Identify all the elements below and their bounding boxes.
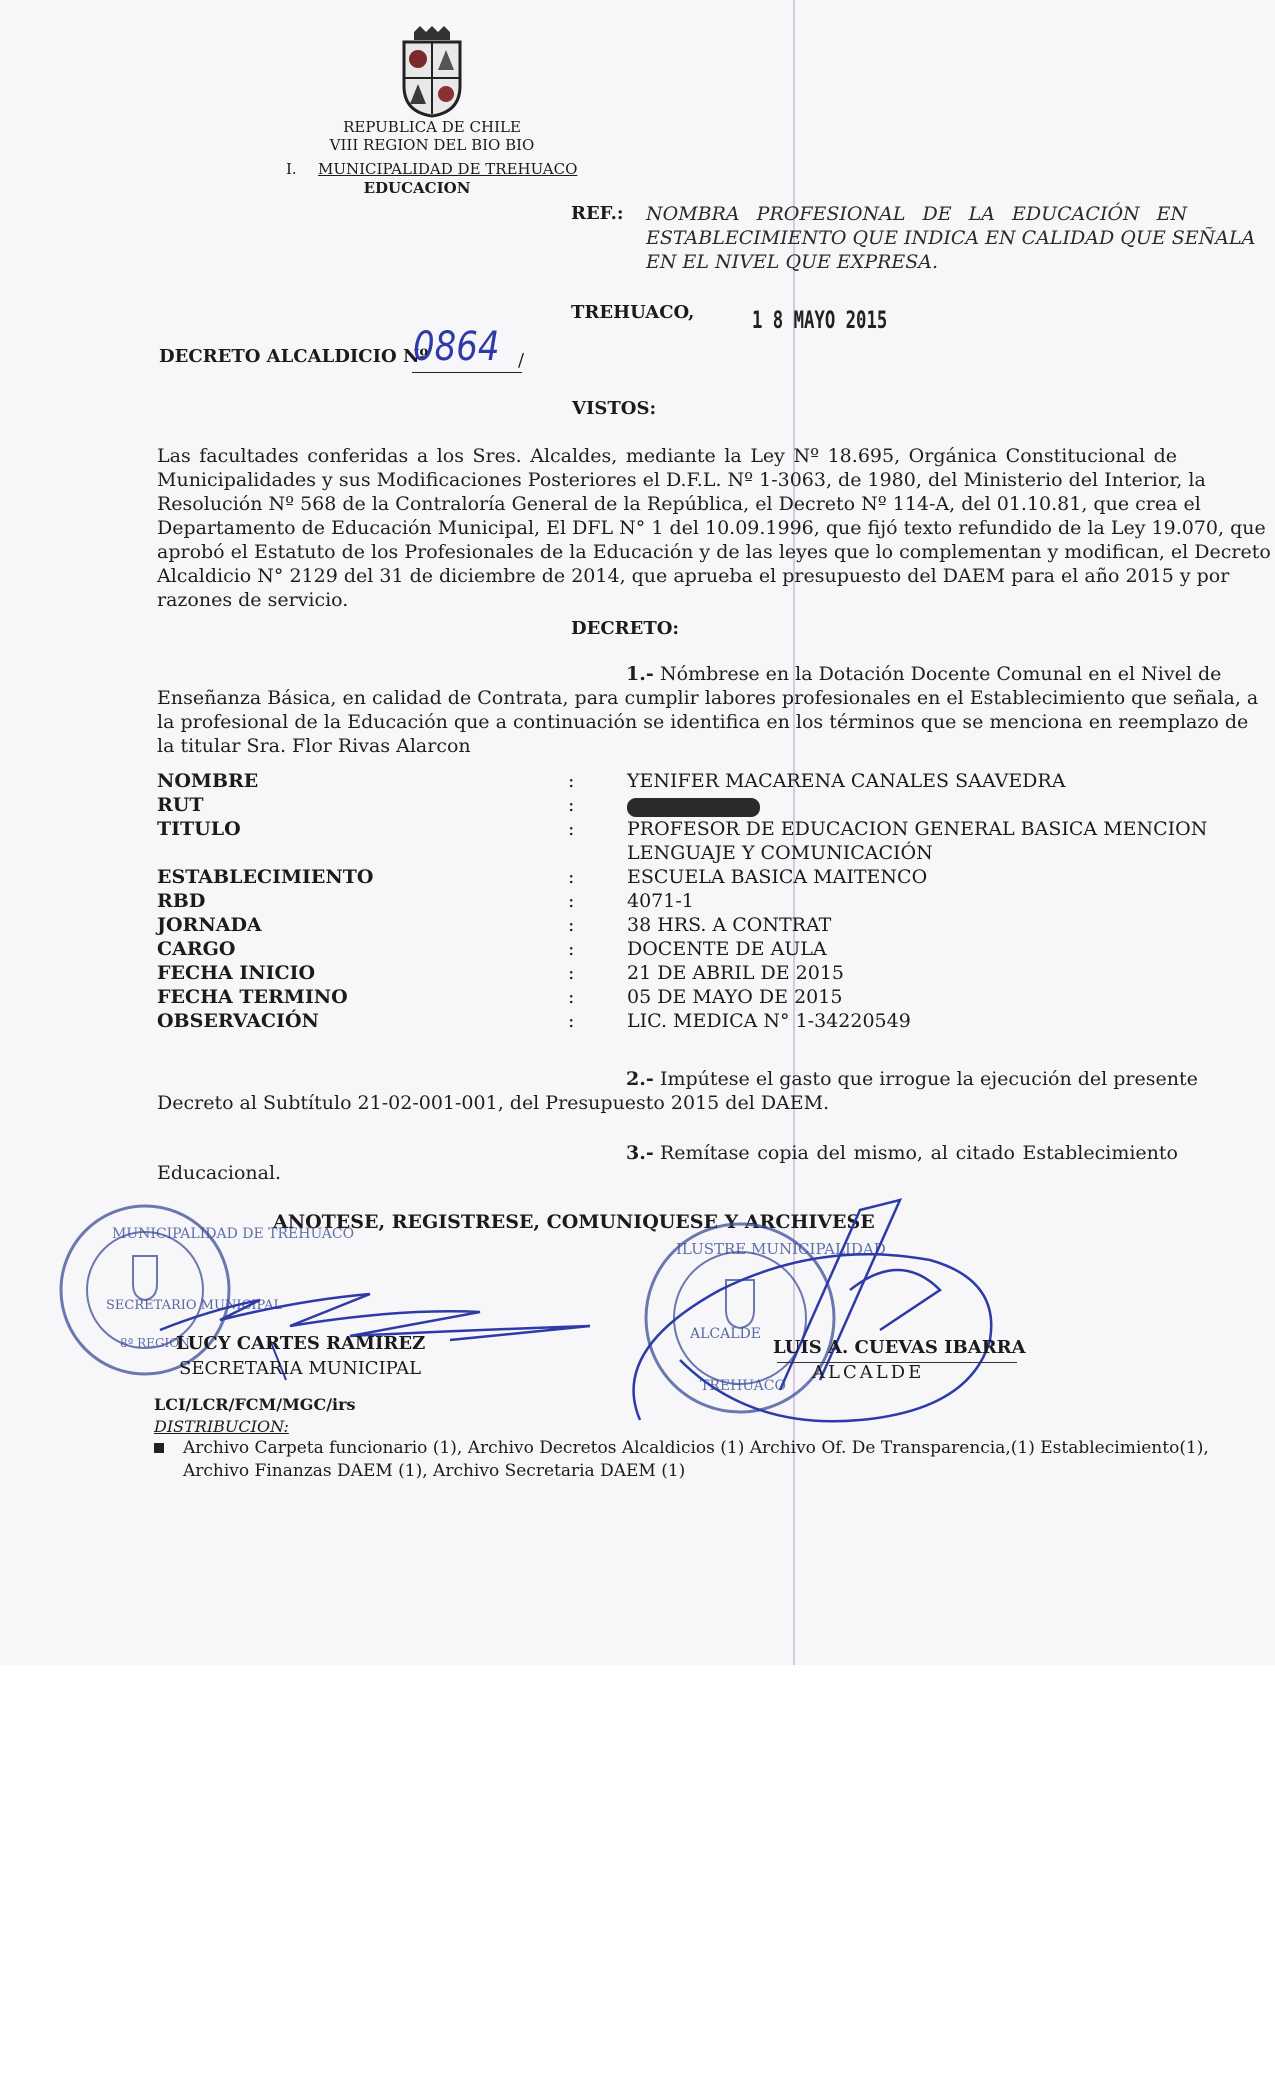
vistos-line: Alcaldicio N° 2129 del 31 de diciembre de 2014, que aprueba el presupuesto del DAEM para el año 2015 y por (157, 565, 1230, 587)
right-stamp-bottom-text: TREHUACO (700, 1378, 786, 1394)
ref-line-2: ESTABLECIMIENTO QUE INDICA EN CALIDAD QUE SEÑALA (646, 227, 1256, 249)
decree-suffix: / (518, 350, 525, 371)
field-colon: : (568, 890, 575, 912)
distribution-line: Archivo Finanzas DAEM (1), Archivo Secretaria DAEM (1) (183, 1461, 686, 1481)
vistos-paragraph (157, 444, 1271, 612)
right-stamp-center-text: ALCALDE (690, 1326, 761, 1342)
field-label: OBSERVACIÓN (157, 1010, 319, 1032)
initials: LCI/LCR/FCM/MGC/irs (154, 1395, 356, 1414)
left-stamp-bottom-text: 8ª REGION (120, 1336, 190, 1350)
ref-line-1: NOMBRA PROFESIONAL DE LA EDUCACIÓN EN (646, 203, 1188, 225)
distribution-heading: DISTRIBUCION: (154, 1417, 289, 1436)
article-2-line: Decreto al Subtítulo 21-02-001-001, del Presupuesto 2015 del DAEM. (157, 1092, 830, 1114)
header-municipality: MUNICIPALIDAD DE TREHUACO (318, 160, 578, 178)
ref-label: REF.: (571, 203, 624, 224)
rut-redaction-mark (627, 798, 760, 817)
field-label: NOMBRE (157, 770, 259, 792)
coat-of-arms-icon (400, 26, 464, 118)
field-value: DOCENTE DE AULA (627, 938, 827, 960)
vistos-line: razones de servicio. (157, 589, 349, 611)
field-colon: : (568, 938, 575, 960)
header-region: VIII REGION DEL BIO BIO (329, 136, 535, 154)
field-label: ESTABLECIMIENTO (157, 866, 374, 888)
field-label: TITULO (157, 818, 241, 840)
article-1-line: Enseñanza Básica, en calidad de Contrata, para cumplir labores profesionales en el Establecimiento que señala, a (157, 687, 1259, 709)
field-value: 38 HRS. A CONTRAT (627, 914, 832, 936)
vistos-line: Las facultades conferidas a los Sres. Alcaldes, mediante la Ley Nº 18.695, Orgánica Constitucional de (157, 445, 1177, 467)
article-1-line: Nómbrese en la Dotación Docente Comunal en el Nivel de (660, 663, 1222, 685)
article-3-line: Educacional. (157, 1162, 282, 1184)
left-stamp-ring-text: MUNICIPALIDAD DE TREHUACO (112, 1226, 355, 1242)
decree-number-underline (412, 372, 522, 373)
vistos-line: Municipalidades y sus Modificaciones Posteriores el D.F.L. Nº 1-3063, de 1980, del Ministerio del Interior, la (157, 469, 1206, 491)
field-value: PROFESOR DE EDUCACION GENERAL BASICA MENCION (627, 818, 1208, 840)
field-colon: : (568, 866, 575, 888)
field-label: JORNADA (157, 914, 262, 936)
distribution-line: Archivo Carpeta funcionario (1), Archivo Decretos Alcaldicios (1) Archivo Of. De Transparencia,(1) Establecimiento(1), (183, 1438, 1209, 1458)
field-label: RBD (157, 890, 206, 912)
field-colon: : (568, 1010, 575, 1032)
header-country: REPUBLICA DE CHILE (343, 118, 521, 136)
article-1-line: la profesional de la Educación que a continuación se identifica en los términos que se menciona en reemplazo de (157, 711, 1249, 733)
ref-line-3: EN EL NIVEL QUE EXPRESA. (646, 251, 939, 273)
field-value: LENGUAJE Y COMUNICACIÓN (627, 842, 933, 864)
field-value: YENIFER MACARENA CANALES SAAVEDRA (627, 770, 1066, 792)
vistos-line: Departamento de Educación Municipal, El DFL N° 1 del 10.09.1996, que fijó texto refundido de la Ley 19.070, que (157, 517, 1266, 539)
vistos-line: Resolución Nº 568 de la Contraloría General de la República, el Decreto Nº 114-A, del 01.10.81, que crea el (157, 493, 1201, 515)
decree-label: DECRETO ALCALDICIO Nº (159, 346, 429, 367)
mayor-signature (600, 1180, 1020, 1450)
vistos-heading: VISTOS: (572, 398, 657, 419)
decree-number-handwritten: 0864 (413, 324, 500, 370)
closing-line: ANOTESE, REGISTRESE, COMUNIQUESE Y ARCHIVESE (273, 1211, 875, 1233)
field-label: RUT (157, 794, 204, 816)
right-stamp-ring-text: ILUSTRE MUNICIPALIDAD (676, 1240, 886, 1258)
date-stamp: 1 8 MAYO 2015 (752, 306, 888, 334)
field-label: FECHA INICIO (157, 962, 316, 984)
article-1-number: 1.- (626, 663, 654, 685)
mayor-title: ALCALDE (812, 1362, 925, 1383)
field-label: CARGO (157, 938, 236, 960)
field-colon: : (568, 914, 575, 936)
article-2-number: 2.- (626, 1068, 654, 1090)
bullet-icon (154, 1443, 164, 1453)
field-colon: : (568, 794, 575, 816)
field-value: 05 DE MAYO DE 2015 (627, 986, 843, 1008)
field-value: 21 DE ABRIL DE 2015 (627, 962, 845, 984)
article-2-line: Impútese el gasto que irrogue la ejecución del presente (660, 1068, 1198, 1090)
field-value: 4071-1 (627, 890, 694, 912)
vistos-line: aprobó el Estatuto de los Profesionales de la Educación y de las leyes que lo complementan y modifican, el Decreto (157, 541, 1271, 563)
field-colon: : (568, 986, 575, 1008)
mayor-name: LUIS A. CUEVAS IBARRA (773, 1337, 1026, 1358)
place-label: TREHUACO, (571, 302, 695, 323)
article-3-number: 3.- (626, 1142, 654, 1164)
field-value: LIC. MEDICA N° 1-34220549 (627, 1010, 911, 1032)
field-colon: : (568, 818, 575, 840)
field-value: ESCUELA BASICA MAITENCO (627, 866, 928, 888)
article-1-line: la titular Sra. Flor Rivas Alarcon (157, 735, 471, 757)
header-department: EDUCACION (363, 179, 471, 197)
field-label: FECHA TERMINO (157, 986, 348, 1008)
secretary-title: SECRETARIA MUNICIPAL (179, 1358, 422, 1379)
field-colon: : (568, 962, 575, 984)
field-colon: : (568, 770, 575, 792)
header-municipality-prefix: I. (286, 160, 297, 178)
left-stamp-center-text: SECRETARIO MUNICIPAL (106, 1298, 283, 1313)
decreto-heading: DECRETO: (571, 618, 680, 639)
article-3-line: Remítase copia del mismo, al citado Establecimiento (660, 1142, 1178, 1164)
secretary-name: LUCY CARTES RAMIREZ (176, 1333, 426, 1354)
